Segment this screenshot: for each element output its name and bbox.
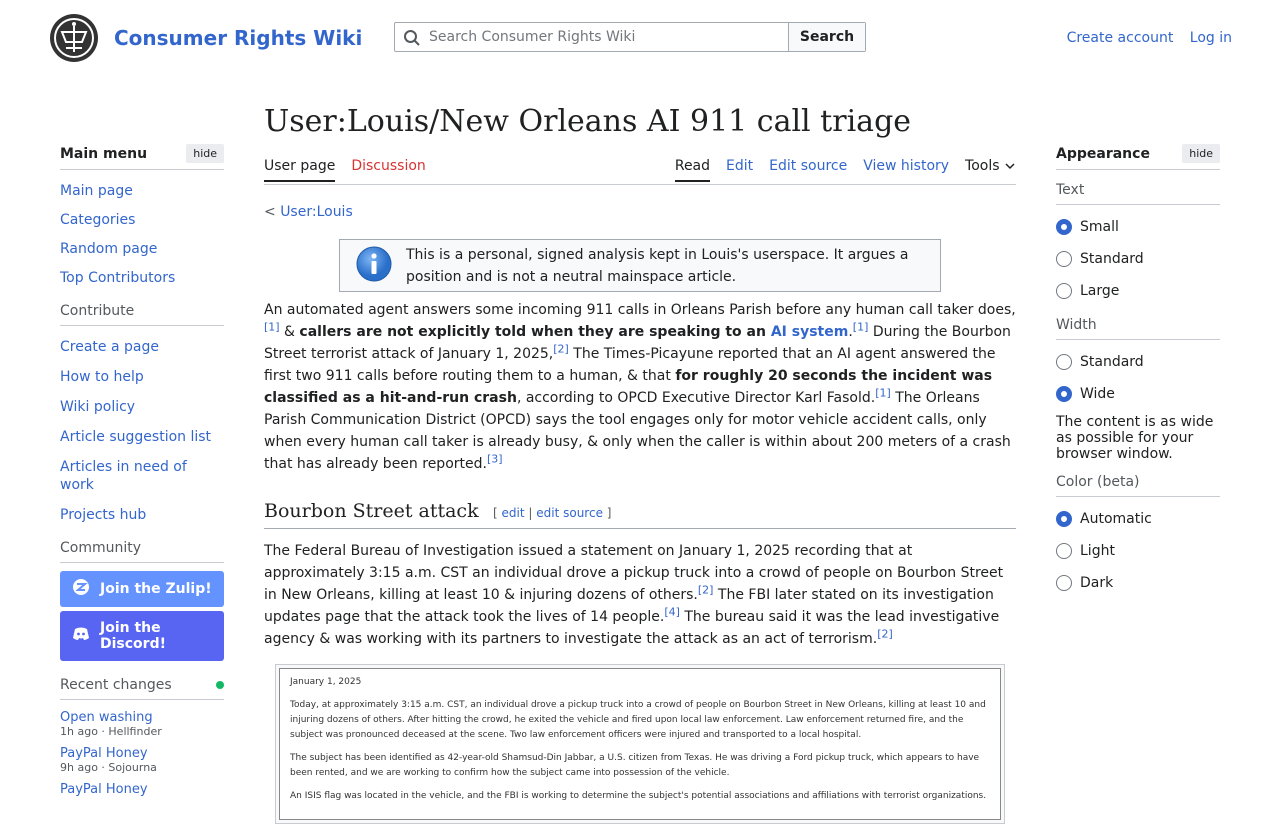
tab-edit[interactable]: Edit <box>726 158 754 174</box>
text: The Orleans Parish Communication District (OPCD) says the tool engages only for motor vehicle accident calls, only when every human call taker is already busy, & only when the caller is within about 200 meters of a crash that has already been reported. <box>264 390 1011 472</box>
text-size-label: Text <box>1056 182 1220 205</box>
site-logo[interactable] <box>48 12 100 64</box>
radio-button[interactable] <box>1056 543 1072 559</box>
width-note: The content is as wide as possible for your browser window. <box>1056 414 1214 462</box>
fbi-statement-image[interactable] <box>275 664 1005 824</box>
text-size-small-option[interactable] <box>1056 211 1220 243</box>
statement-document <box>279 668 1001 820</box>
discord-label: Join the Discord! <box>100 620 166 652</box>
width-standard-option[interactable] <box>1056 346 1220 378</box>
recent-changes-label: Recent changes <box>60 677 172 693</box>
join-discord-button[interactable] <box>60 611 224 661</box>
breadcrumb-prefix: < <box>264 204 281 220</box>
nav-categories[interactable]: Categories <box>60 212 136 228</box>
recent-changes-list <box>60 710 224 797</box>
create-account-link[interactable]: Create account <box>1066 30 1174 46</box>
recent-change-meta: 1h ago · Hellfinder <box>60 725 162 738</box>
radio-button[interactable] <box>1056 251 1072 267</box>
discord-icon <box>72 627 90 645</box>
ai-system-link[interactable]: AI system <box>770 324 849 340</box>
width-label: Width <box>1056 317 1220 340</box>
option-label: Standard <box>1080 354 1144 370</box>
color-light-option[interactable] <box>1056 535 1220 567</box>
option-label: Light <box>1080 543 1115 559</box>
radio-button[interactable] <box>1056 511 1072 527</box>
option-label: Standard <box>1080 251 1144 267</box>
citation-link[interactable]: [3] <box>486 452 503 466</box>
main-menu-header <box>60 144 224 170</box>
section-heading <box>264 500 1016 529</box>
option-label: Automatic <box>1080 511 1152 527</box>
citation-link[interactable]: [2] <box>553 342 569 356</box>
radio-button[interactable] <box>1056 354 1072 370</box>
tab-discussion[interactable]: Discussion <box>351 158 426 174</box>
info-icon <box>356 246 392 286</box>
text: The bureau said it was the lead investigative agency & was working with its partners to investigate the attack as an act of terrorism. <box>264 609 1000 647</box>
nav-random-page[interactable]: Random page <box>60 241 158 257</box>
recent-change-link[interactable]: Open washing <box>60 710 153 725</box>
join-zulip-button[interactable] <box>60 571 224 607</box>
nav-main-page[interactable]: Main page <box>60 183 133 199</box>
text-size-options <box>1056 211 1220 307</box>
nav-main-list <box>60 182 224 287</box>
text: During the Bourbon Street terrorist attack of January 1, 2025, <box>264 324 1011 362</box>
section-paragraph <box>264 540 1016 650</box>
main-menu-title: Main menu <box>60 145 148 162</box>
site-title[interactable]: Consumer Rights Wiki <box>114 26 363 50</box>
option-label: Small <box>1080 219 1119 235</box>
recent-change-item <box>60 782 224 797</box>
bold-text: for roughly 20 seconds the incident was classified as a hit-and-run crash <box>264 368 993 406</box>
nav-contribute-list <box>60 338 224 524</box>
intro-paragraph <box>264 299 1016 475</box>
radio-button[interactable] <box>1056 575 1072 591</box>
search-box <box>394 22 866 52</box>
nav-top-contributors[interactable]: Top Contributors <box>60 270 176 286</box>
online-status-dot <box>216 681 224 689</box>
nav-articles-need-work[interactable]: Articles in need of work <box>60 459 187 493</box>
nav-how-to-help[interactable]: How to help <box>60 369 144 385</box>
zulip-icon <box>72 578 90 600</box>
log-in-link[interactable]: Log in <box>1189 30 1232 46</box>
nav-article-suggestion-list[interactable]: Article suggestion list <box>60 429 212 445</box>
bold-text: callers are not explicitly told when they are speaking to an <box>299 324 771 340</box>
tab-divider <box>264 184 1016 185</box>
view-tabs <box>675 158 1016 182</box>
text-size-standard-option[interactable] <box>1056 243 1220 275</box>
radio-button[interactable] <box>1056 219 1072 235</box>
citation-link[interactable]: [1] <box>875 386 891 400</box>
color-automatic-option[interactable] <box>1056 503 1220 535</box>
text: . <box>848 324 853 340</box>
page-title: User:Louis/New Orleans AI 911 call triage <box>264 104 912 139</box>
contribute-label: Contribute <box>60 303 224 326</box>
citation-link[interactable]: [1] <box>264 320 280 334</box>
appearance-title: Appearance <box>1056 145 1150 162</box>
option-label: Large <box>1080 283 1120 299</box>
section-title: Bourbon Street attack <box>264 500 479 522</box>
statement-paragraph: The subject has been identified as 42-year-old Shamsud-Din Jabbar, a U.S. citizen from Texas. He was driving a Ford pickup truck, which appears to have been rented, and we are working to confirm how the subject came into possession of the vehicle. <box>290 753 980 778</box>
nav-projects-hub[interactable]: Projects hub <box>60 507 147 523</box>
user-links <box>1055 30 1232 46</box>
breadcrumb <box>264 204 353 220</box>
option-label: Wide <box>1080 386 1115 402</box>
width-wide-option[interactable] <box>1056 378 1220 410</box>
appearance-panel <box>1056 144 1220 599</box>
appearance-hide-button[interactable]: hide <box>1182 144 1220 163</box>
main-menu <box>60 144 224 797</box>
notice-text: This is a personal, signed analysis kept in Louis's userspace. It argues a position and is not a neutral mainspace article. <box>406 246 909 285</box>
text: An automated agent answers some incoming 911 calls in Orleans Parish before any human call taker does, <box>264 302 1016 318</box>
community-label: Community <box>60 540 224 563</box>
radio-button[interactable] <box>1056 283 1072 299</box>
nav-create-page[interactable]: Create a page <box>60 339 159 355</box>
recent-change-meta: 9h ago · Sojourna <box>60 761 157 774</box>
search-button[interactable]: Search <box>788 23 865 51</box>
color-options <box>1056 503 1220 599</box>
citation-link[interactable]: [1] <box>852 320 869 334</box>
text: The FBI later stated on its investigation updates page that the attack took the lives of 14 people. <box>264 587 994 625</box>
text: & <box>279 324 300 340</box>
section-edit-link[interactable]: edit <box>501 506 525 520</box>
recent-change-link[interactable]: PayPal Honey <box>60 782 148 797</box>
text: , according to OPCD Executive Director Karl Fasold. <box>516 390 876 406</box>
section-edit-links: [ edit | edit source ] <box>493 506 612 520</box>
tab-user-page[interactable]: User page <box>264 158 335 182</box>
tab-edit-source[interactable]: Edit source <box>769 158 848 174</box>
option-label: Dark <box>1080 575 1114 591</box>
nav-wiki-policy[interactable]: Wiki policy <box>60 399 136 415</box>
statement-paragraph: Today, at approximately 3:15 a.m. CST, an individual drove a pickup truck into a crowd of people on Bourbon Street in New Orleans, killing at least 10 and injuring dozens of others. After hitting the crowd, he exited the vehicle and fired upon local law enforcement. Law enforcement returned fire, and the subject was pronounced deceased at the scene. Two law enforcement officers were injured and transported to a local hospital. <box>290 700 986 740</box>
zulip-label: Join the Zulip! <box>100 581 212 597</box>
tools-dropdown[interactable] <box>965 158 1016 182</box>
width-options <box>1056 346 1220 410</box>
tab-view-history[interactable]: View history <box>863 158 950 174</box>
section-edit-source-link[interactable]: edit source <box>536 506 603 520</box>
tab-read[interactable]: Read <box>675 158 710 182</box>
statement-date: January 1, 2025 <box>290 677 362 687</box>
breadcrumb-link[interactable]: User:Louis <box>280 204 353 220</box>
namespace-tabs <box>264 158 426 182</box>
text-size-large-option[interactable] <box>1056 275 1220 307</box>
main-menu-hide-button[interactable]: hide <box>186 144 224 163</box>
appearance-header <box>1056 144 1220 170</box>
search-input[interactable] <box>395 23 791 51</box>
chevron-down-icon <box>1004 158 1016 174</box>
recent-change-item <box>60 710 224 738</box>
color-label: Color (beta) <box>1056 474 1220 497</box>
recent-changes-header <box>60 677 224 700</box>
statement-paragraph: An ISIS flag was located in the vehicle, and the FBI is working to determine the subject's potential associations and affiliations with terrorist organizations. <box>290 791 987 801</box>
citation-link[interactable]: [2] <box>877 627 893 641</box>
text: The Times-Picayune reported that an AI agent answered the first two 911 calls before routing them to a human, & that <box>264 346 996 384</box>
citation-link[interactable]: [2] <box>697 583 714 597</box>
notice-box <box>339 239 941 292</box>
citation-link[interactable]: [4] <box>664 605 680 619</box>
color-dark-option[interactable] <box>1056 567 1220 599</box>
radio-button[interactable] <box>1056 386 1072 402</box>
recent-change-link[interactable]: PayPal Honey <box>60 746 148 761</box>
tools-label: Tools <box>965 158 1000 174</box>
text: The Federal Bureau of Investigation issued a statement on January 1, 2025 recording that at approximately 3:15 a.m. CST an individual drove a pickup truck into a crowd of people on Bourbon Street in New Orleans, killing at least 10 & injuring dozens of others. <box>264 543 1004 603</box>
recent-change-item <box>60 746 224 774</box>
